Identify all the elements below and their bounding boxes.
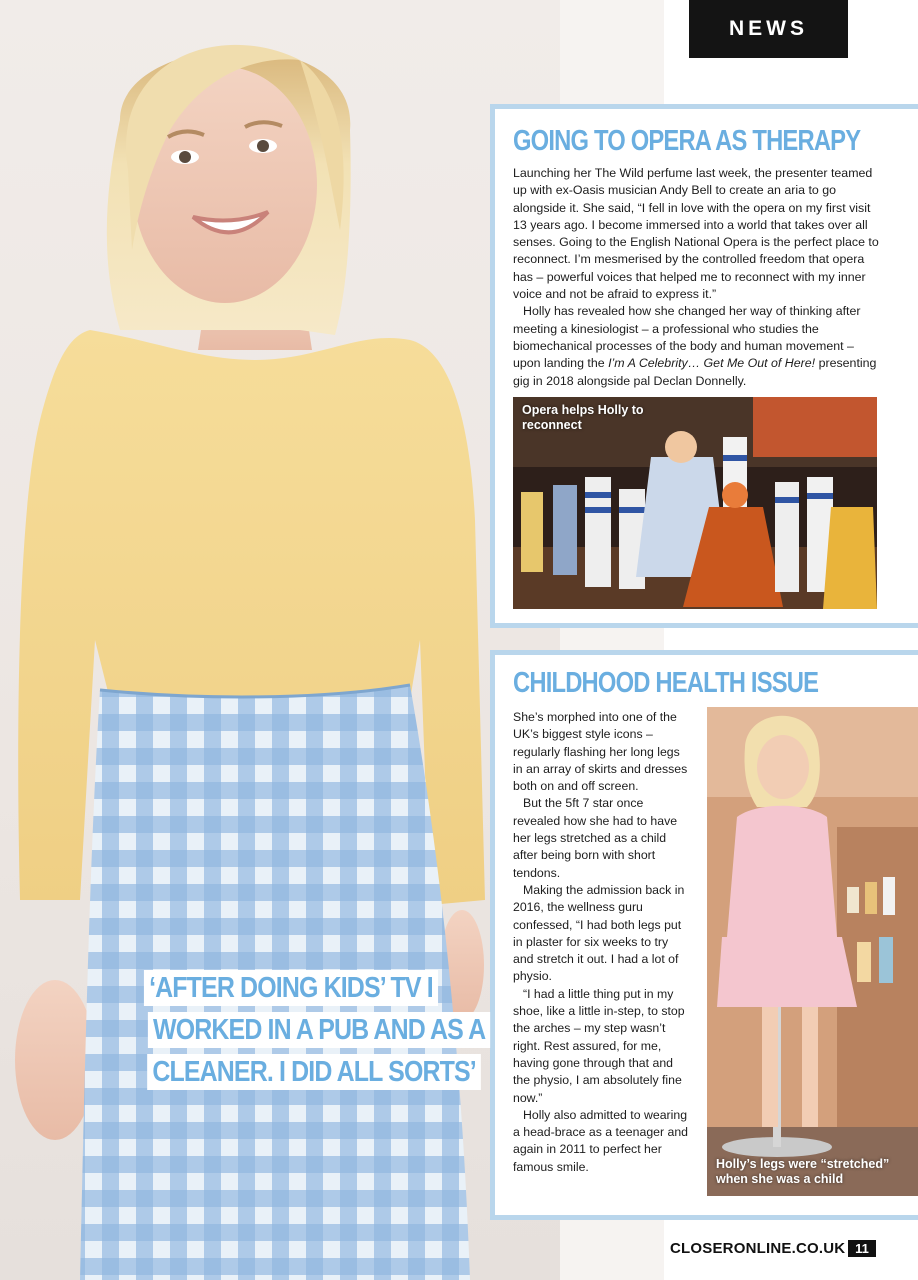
pull-quote-line: ‘AFTER DOING KIDS’ TV I — [144, 970, 438, 1006]
pull-quote-line: WORKED IN A PUB AND AS A — [148, 1012, 491, 1048]
paragraph — [513, 303, 883, 389]
woman-sitting-icon — [707, 707, 918, 1196]
pull-quote — [120, 970, 486, 1094]
paragraph: She’s morphed into one of the UK’s biggest style icons – regularly flashing her long legs in an array of skirts and dresses both on and off screen. — [513, 710, 688, 794]
pull-quote-line: CLEANER. I DID ALL SORTS’ — [147, 1054, 481, 1090]
article-body — [513, 165, 883, 390]
paragraph: Launching her The Wild perfume last week, the presenter teamed up with ex-Oasis musician Andy Bell to create an aria to go alongside it. She said, “I fell in love with the opera on my first visit 13 years ago. I become immersed into a world that takes over all senses. Going to the English National Opera is the perfect place to reconnect. I’m mesmerised by the controlled freedom that opera has – powerful voices that helped me to reconnect with my inner voice and not be afraid to express it.” — [513, 166, 879, 302]
image-caption: Opera helps Holly to reconnect — [522, 403, 644, 432]
paragraph: Making the admission back in 2016, the wellness guru confessed, “I had both legs put in plaster for six weeks to try and stretch it out. I had a lot of physio. — [513, 882, 685, 984]
section-tab: NEWS — [689, 0, 848, 58]
paragraph-text: presenting gig in 2018 alongside pal Declan Donnelly. — [513, 356, 877, 388]
show-title: I’m A Celebrity… Get Me Out of Here! — [608, 356, 816, 371]
article-opera-therapy — [490, 104, 918, 628]
paragraph: “I had a little thing put in my shoe, like a little in-step, to stop the arches – my step wasn’t right. Rest assured, for me, having gone through that and the physio, I am absolutely fine now.” — [513, 986, 685, 1105]
page-number: 11 — [848, 1240, 876, 1257]
holly-photo — [707, 707, 918, 1196]
article-body — [513, 709, 689, 1176]
footer-site: CLOSERONLINE.CO.UK — [670, 1240, 846, 1257]
article-headline: GOING TO OPERA AS THERAPY — [513, 125, 861, 157]
article-headline: CHILDHOOD HEALTH ISSUE — [513, 667, 819, 699]
article-childhood-health — [490, 650, 918, 1220]
opera-photo — [513, 397, 877, 609]
paragraph: Holly also admitted to wearing a head-brace as a teenager and again in 2011 to perfect her famous smile. — [513, 1107, 689, 1174]
image-caption: Holly’s legs were “stretched” when she was a child — [716, 1157, 890, 1186]
paragraph-text: Holly has revealed how she changed her way of thinking after meeting a kinesiologist – a professional who studies the biomechanical processes of the body and human movement – upon landing the — [513, 304, 861, 371]
paragraph: But the 5ft 7 star once revealed how she had to have her legs stretched as a child after being born with short tendons. — [513, 796, 678, 880]
